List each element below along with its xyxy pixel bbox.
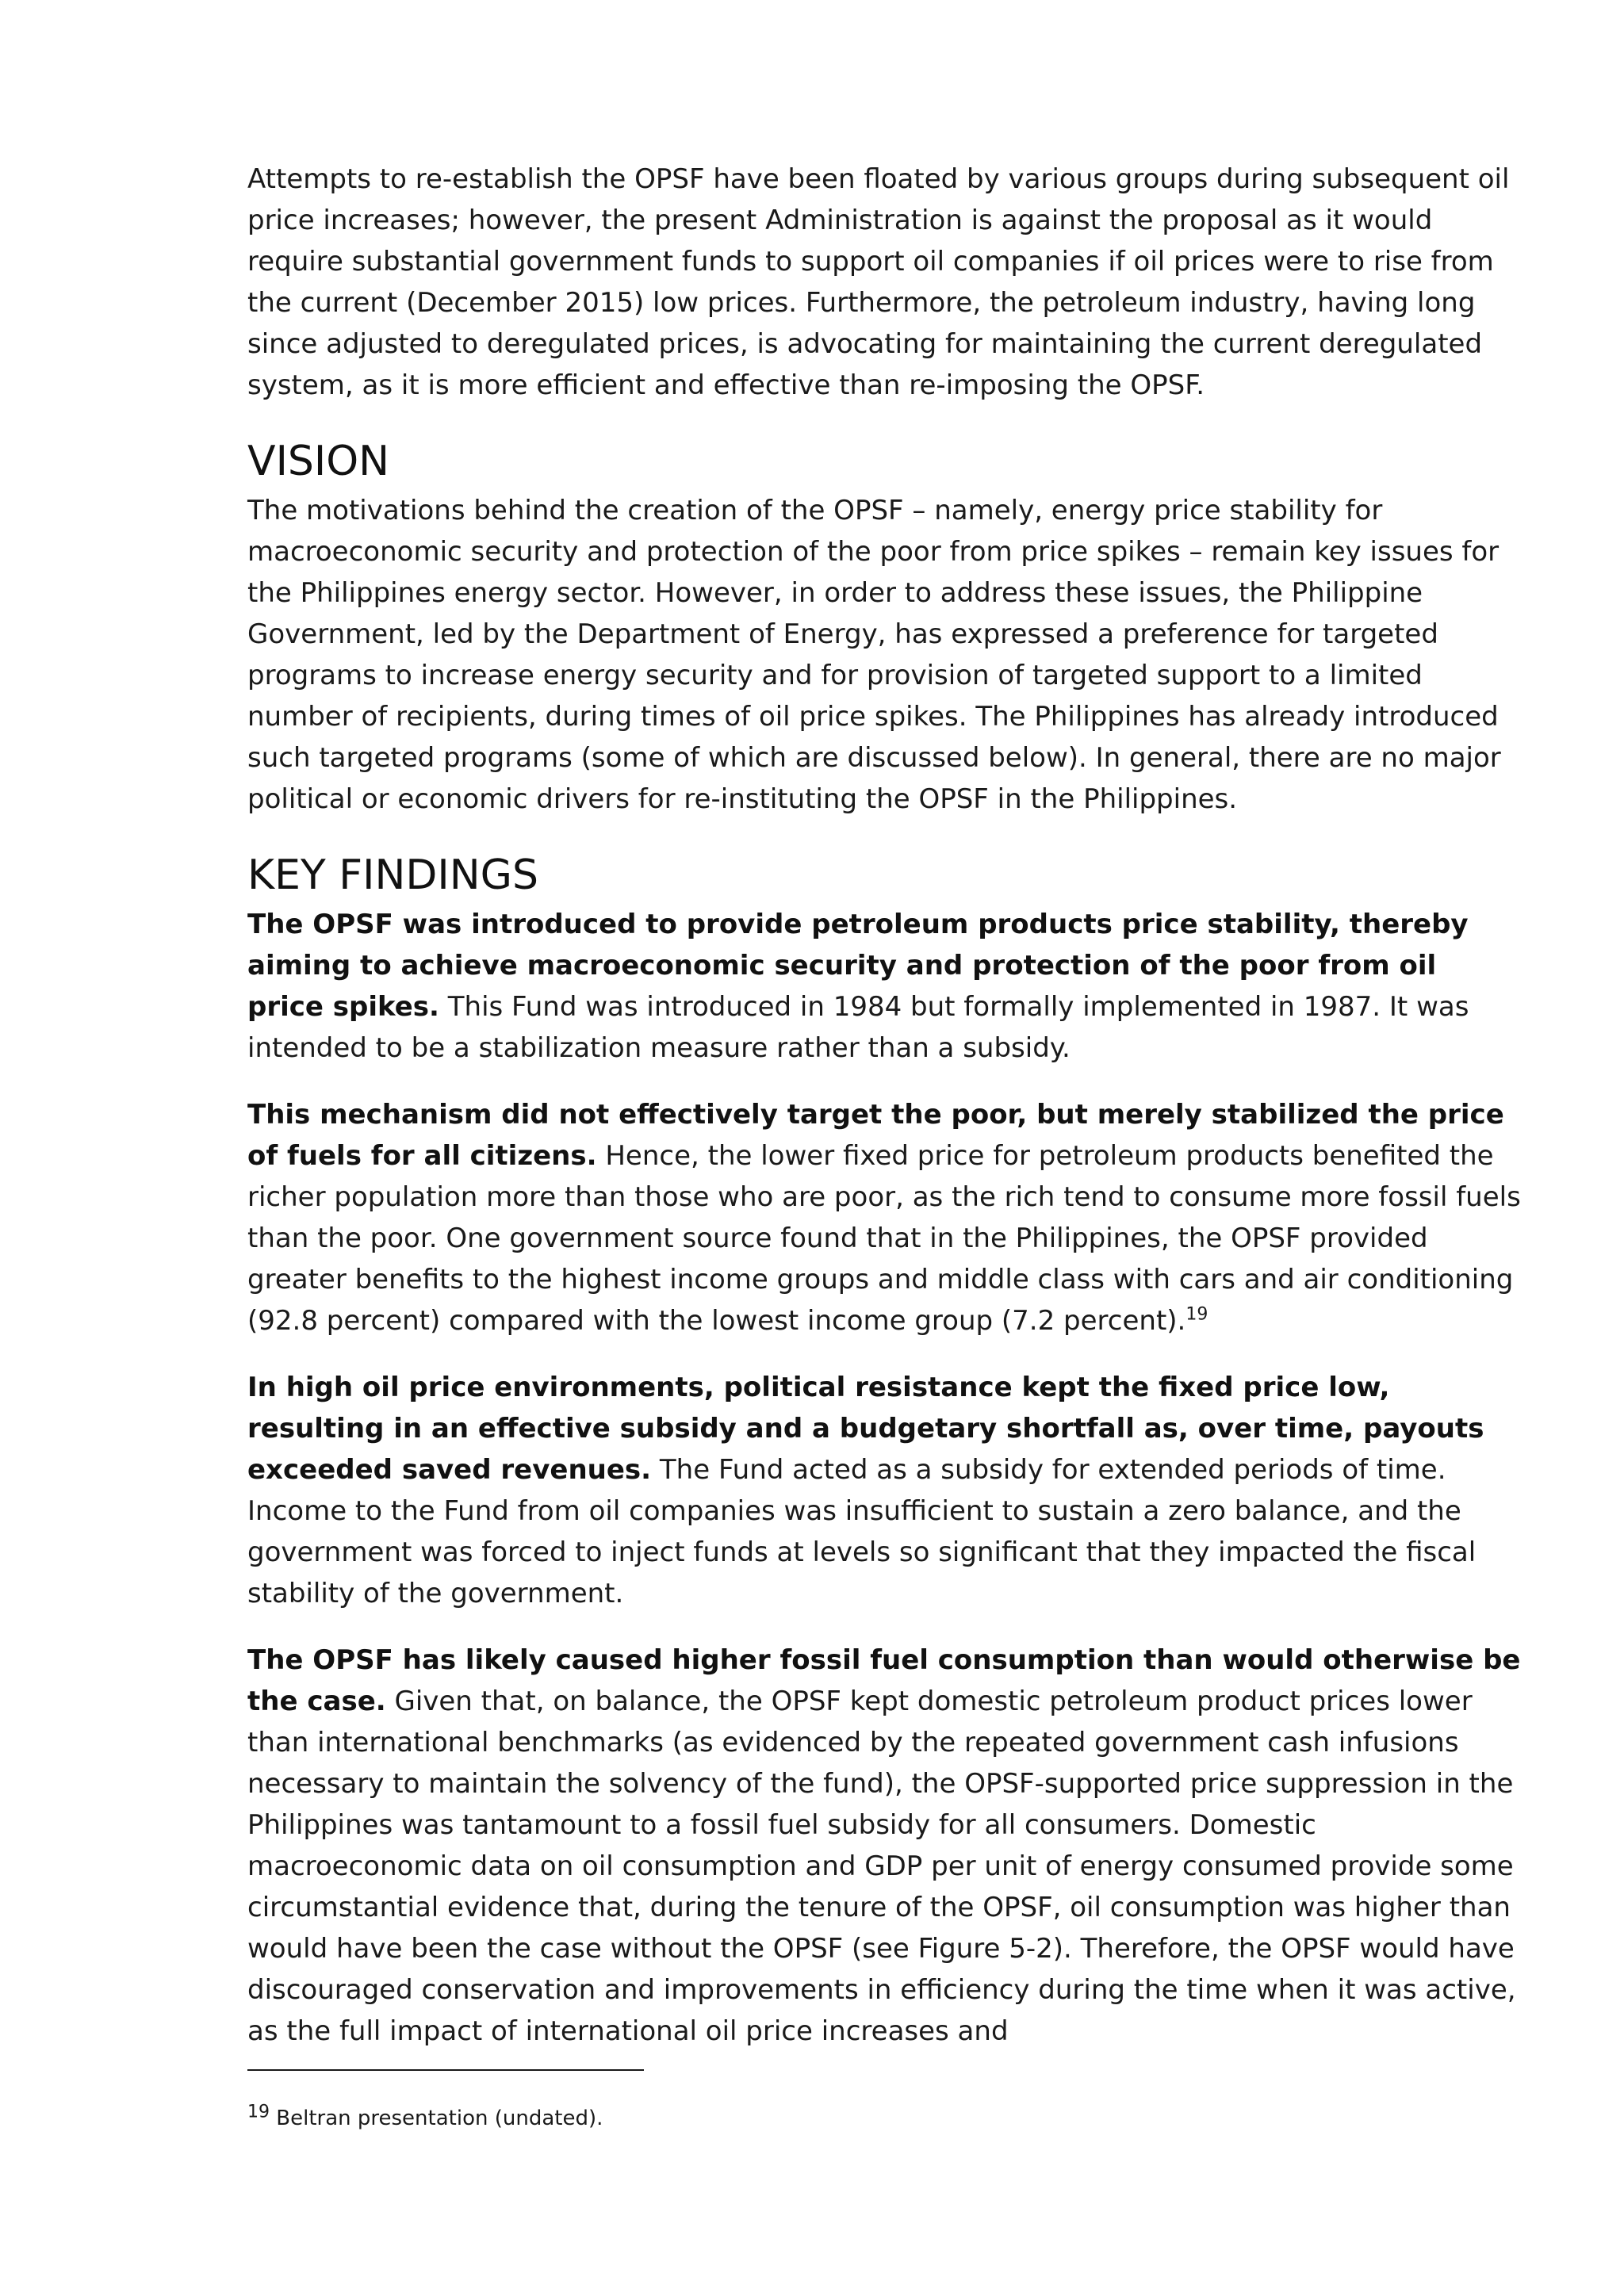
page-content [247,159,1521,2077]
finding-2-body: Hence, the lower fixed price for petroleum products benefited the richer population more than those who are poor, as the rich tend to consume more fossil fuels than the poor. One government source found that in the Philippines, the OPSF provided greater benefits to the highest income groups and middle class with cars and air conditioning (92.8 percent) compared with the lowest income group (7.2 percent). [247,1140,1521,1337]
finding-1-body: This Fund was introduced in 1984 but formally implemented in 1987. It was intended to be a stabilization measure rather than a subsidy. [247,991,1469,1064]
footnote-text: Beltran presentation (undated). [270,2107,603,2130]
finding-4-lead: The OPSF has likely caused higher fossil fuel consumption than would otherwise be the case. [247,1644,1521,1717]
footnote-number: 19 [247,2102,270,2122]
vision-paragraph: The motivations behind the creation of the OPSF – namely, energy price stability for macroeconomic security and protection of the poor from price spikes – remain key issues for the Philippines energy sector. However, in order to address these issues, the Philippine Government, led by the Department of Energy, has expressed a preference for targeted programs to increase energy security and for provision of targeted support to a limited number of recipients, during times of oil price spikes. The Philippines has already introduced such targeted programs (some of which are discussed below). In general, there are no major political or economic drivers for re-instituting the OPSF in the Philippines. [247,495,1501,815]
footnote-divider [247,2069,644,2071]
finding-3-lead: In high oil price environments, political resistance kept the fixed price low, resulting in an effective subsidy and a budgetary shortfall as, over time, payouts exceeded saved revenues. [247,1372,1484,1486]
footnote [247,2104,1521,2133]
finding-3-body: The Fund acted as a subsidy for extended periods of time. Income to the Fund from oil companies was insufficient to sustain a zero balance, and the government was forced to inject funds at levels so significant that they impacted the fiscal stability of the government. [247,1454,1477,1609]
finding-2-lead: This mechanism did not effectively target the poor, but merely stabilized the price of fuels for all citizens. [247,1099,1504,1172]
finding-1-lead: The OPSF was introduced to provide petroleum products price stability, thereby aiming to achieve macroeconomic security and protection of the poor from oil price spikes. [247,909,1469,1023]
finding-paragraph-1 [247,904,1521,1069]
footnote-reference[interactable]: 19 [1185,1304,1208,1325]
vision-heading: VISION [247,438,390,485]
finding-paragraph-3 [247,1367,1521,1614]
finding-4-body: Given that, on balance, the OPSF kept domestic petroleum product prices lower than international benchmarks (as evidenced by the repeated government cash infusions necessary to maintain the solvency of the fund), the OPSF-supported price suppression in the Philippines was tantamount to a fossil fuel subsidy for all consumers. Domestic macroeconomic data on oil consumption and GDP per unit of energy consumed provide some circumstantial evidence that, during the tenure of the OPSF, oil consumption was higher than would have been the case without the OPSF (see Figure 5-2). Therefore, the OPSF would have discouraged conservation and improvements in efficiency during the time when it was active, as the full impact of international oil price increases and [247,1686,1516,2047]
key-findings-heading: KEY FINDINGS [247,851,538,899]
intro-paragraph: Attempts to re-establish the OPSF have been floated by various groups during subsequent oil price increases; however, the present Administration is against the proposal as it would require substantial government funds to support oil companies if oil prices were to rise from the current (December 2015) low prices. Furthermore, the petroleum industry, having long since adjusted to deregulated prices, is advocating for maintaining the current deregulated system, as it is more efficient and effective than re-imposing the OPSF. [247,163,1510,401]
finding-paragraph-4 [247,1640,1521,2052]
finding-paragraph-2 [247,1094,1521,1341]
